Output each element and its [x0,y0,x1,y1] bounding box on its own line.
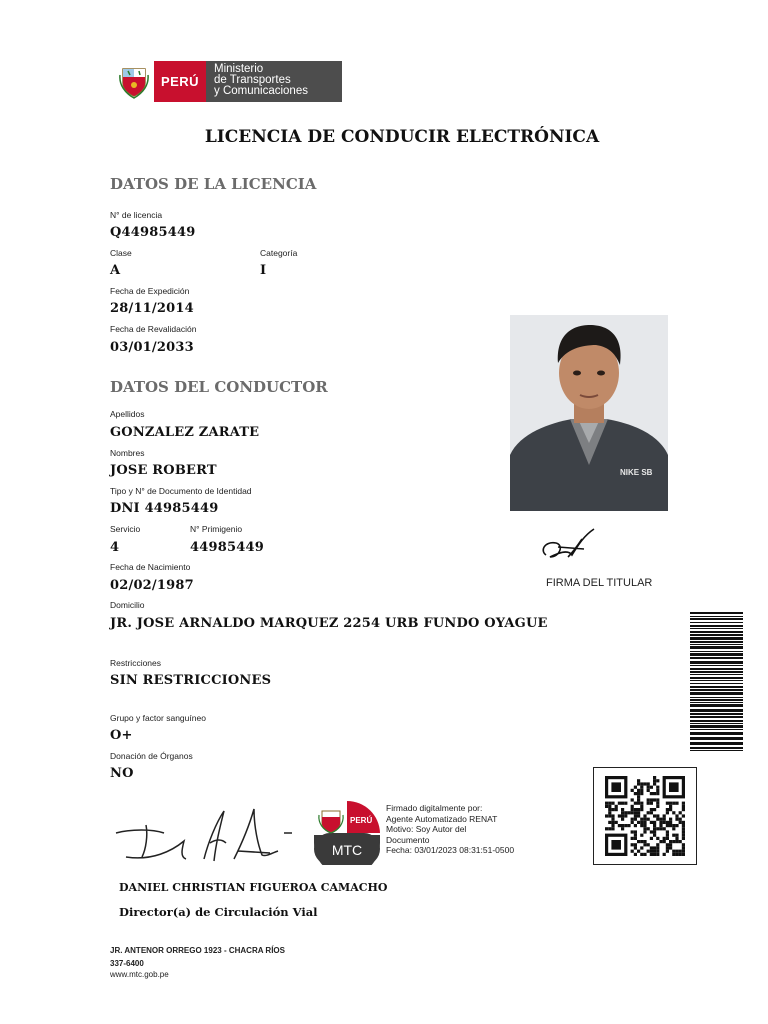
document-title: LICENCIA DE CONDUCIR ELECTRÓNICA [204,127,600,147]
ministry-line-1: Ministerio [214,63,264,75]
id-document-label: Tipo y N° de Documento de Identidad [110,486,252,496]
digital-sign-line-5: Fecha: 03/01/2023 08:31:51-0500 [386,845,515,855]
organ-donation-value: NO [110,766,134,781]
birth-date-value: 02/02/1987 [110,578,194,593]
mtc-peru-label: PERÚ [350,816,373,825]
mtc-seal [312,799,382,865]
digital-sign-line-2: Agente Automatizado RENAT [386,813,498,824]
birth-date-label: Fecha de Nacimiento [110,562,191,572]
footer-website[interactable]: www.mtc.gob.pe [110,970,169,979]
license-number: Q44985449 [110,225,196,240]
ministry-logo [114,61,342,102]
restrictions-value: SIN RESTRICCIONES [110,673,272,688]
address-label: Domicilio [110,600,145,610]
ministry-line-2: de Transportes [214,74,291,86]
footer-address: JR. ANTENOR ORREGO 1923 - CHACRA RÍOS [110,946,285,955]
issue-date: 28/11/2014 [110,301,194,316]
jacket-logo-text: NIKE SB [620,468,653,477]
given-names-label: Nombres [110,448,145,458]
class-label: Clase [110,248,132,258]
original-number-value: 44985449 [190,540,264,555]
digital-sign-line-3: Motivo: Soy Autor del [386,824,467,834]
revalidation-date-label: Fecha de Revalidación [110,324,197,334]
blood-type-label: Grupo y factor sanguíneo [110,713,206,723]
license-number-label: N° de licencia [110,210,163,220]
id-document-value: DNI 44985449 [110,501,219,516]
footer-phone: 337-6400 [110,959,144,968]
coat-of-arms-icon [114,61,154,102]
director-title: Director(a) de Circulación Vial [119,905,318,919]
original-number-label: N° Primigenio [190,524,243,534]
surname-value: GONZALEZ ZARATE [110,425,260,440]
ministry-line-3: y Comunicaciones [214,85,308,97]
section-driver-heading: DATOS DEL CONDUCTOR [110,378,328,396]
peru-label: PERÚ [154,61,206,102]
organ-donation-label: Donación de Órganos [110,751,193,761]
digital-sign-line-4: Documento [386,834,430,845]
mtc-label: MTC [331,842,363,858]
service-value: 4 [110,540,120,555]
blood-type-value: O+ [110,728,133,743]
digital-signature-info [386,803,514,856]
issue-date-label: Fecha de Expedición [110,286,190,296]
digital-sign-line-1: Firmado digitalmente por: [386,803,483,813]
category-label: Categoría [260,248,298,258]
qr-code-icon [593,767,697,865]
category-value: I [260,263,267,278]
restrictions-label: Restricciones [110,658,162,668]
surname-label: Apellidos [110,409,145,419]
section-license-heading: DATOS DE LA LICENCIA [110,175,317,193]
given-names-value: JOSE ROBERT [110,463,217,478]
revalidation-date: 03/01/2033 [110,340,194,355]
barcode-icon [690,612,743,752]
director-signature-icon [112,803,297,869]
holder-signature-label: FIRMA DEL TITULAR [546,577,653,589]
director-name: DANIEL CHRISTIAN FIGUEROA CAMACHO [119,881,388,894]
class-value: A [110,263,121,278]
ministry-name [206,61,342,102]
service-label: Servicio [110,524,141,534]
holder-signature-icon [538,527,598,569]
holder-photo [510,315,668,511]
address-value: JR. JOSE ARNALDO MARQUEZ 2254 URB FUNDO OYAGUE [110,616,548,631]
